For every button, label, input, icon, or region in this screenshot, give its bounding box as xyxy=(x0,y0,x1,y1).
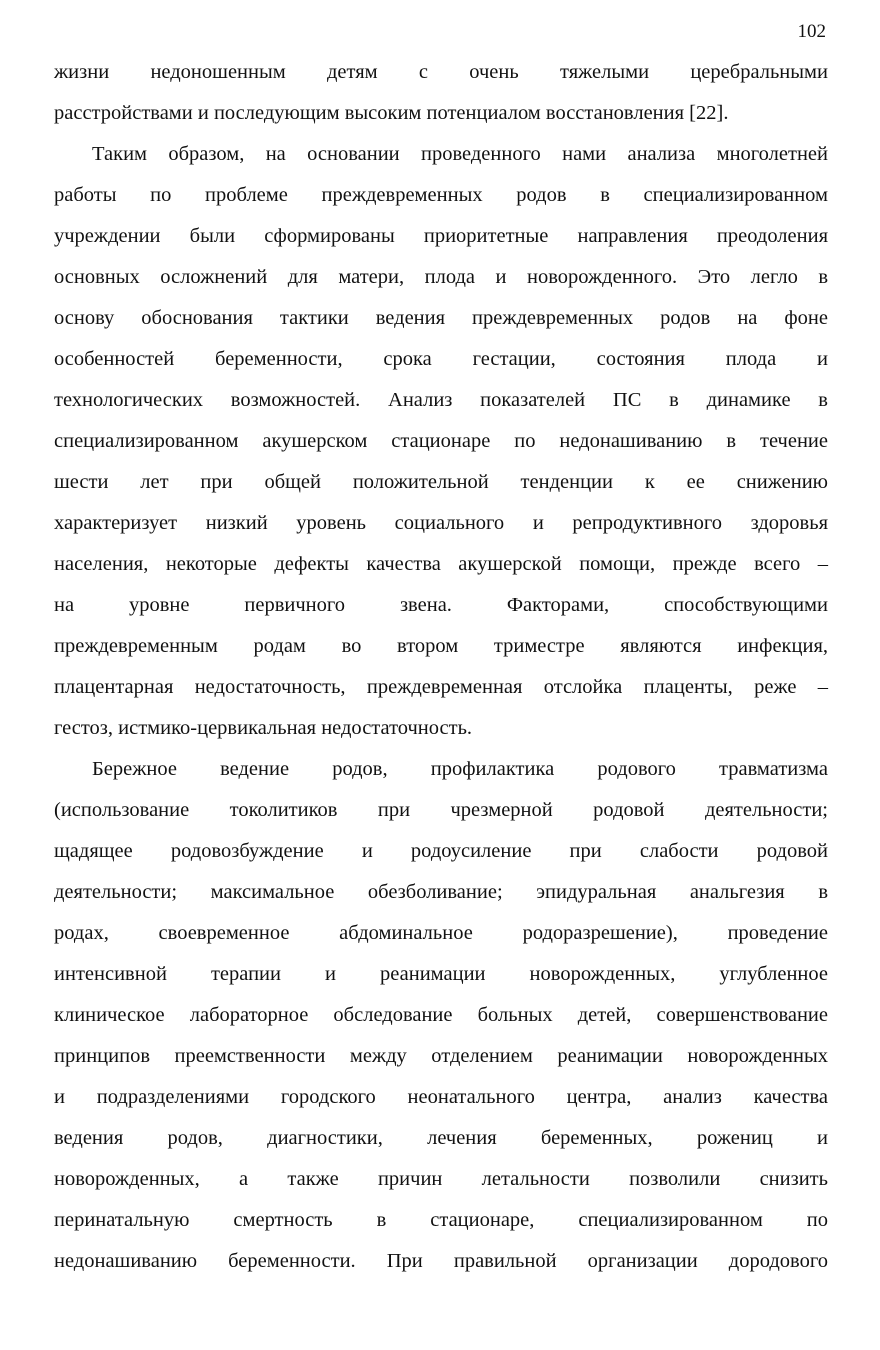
text-line-16: плацентарная недостаточность, преждевременная отслойка плаценты, реже – xyxy=(54,676,828,698)
text-line-20: щадящее родовозбуждение и родоусиление при слабости родовой xyxy=(54,840,828,862)
text-line-24: клиническое лабораторное обследование больных детей, совершенствование xyxy=(54,1004,828,1026)
text-line-27: ведения родов, диагностики, лечения беременных, рожениц и xyxy=(54,1127,828,1149)
text-line-25: принципов преемственности между отделением реанимации новорожденных xyxy=(54,1045,828,1067)
text-line-22: родах, своевременное абдоминальное родоразрешение), проведение xyxy=(54,922,828,944)
text-line-4: работы по проблеме преждевременных родов в специализированном xyxy=(54,184,828,206)
text-line-28: новорожденных, а также причин летальности позволили снизить xyxy=(54,1168,828,1190)
text-line-17: гестоз, истмико-цервикальная недостаточность. xyxy=(54,717,473,739)
text-line-15: преждевременным родам во втором триместре являются инфекция, xyxy=(54,635,828,657)
text-line-19: (использование токолитиков при чрезмерной родовой деятельности; xyxy=(54,799,828,821)
text-line-29: перинатальную смертность в стационаре, специализированном по xyxy=(54,1209,828,1231)
text-line-3: Таким образом, на основании проведенного нами анализа многолетней xyxy=(92,143,828,165)
text-line-9: технологических возможностей. Анализ показателей ПС в динамике в xyxy=(54,389,828,411)
text-line-12: характеризует низкий уровень социального и репродуктивного здоровья xyxy=(54,512,828,534)
text-line-2: расстройствами и последующим высоким потенциалом восстановления [22]. xyxy=(54,102,729,124)
text-line-11: шести лет при общей положительной тенденции к ее снижению xyxy=(54,471,828,493)
text-line-14: на уровне первичного звена. Факторами, способствующими xyxy=(54,594,828,616)
text-line-26: и подразделениями городского неонатального центра, анализ качества xyxy=(54,1086,828,1108)
text-line-8: особенностей беременности, срока гестации, состояния плода и xyxy=(54,348,828,370)
text-line-30: недонашиванию беременности. При правильной организации дородового xyxy=(54,1250,828,1272)
text-line-10: специализированном акушерском стационаре по недонашиванию в течение xyxy=(54,430,828,452)
text-line-23: интенсивной терапии и реанимации новорожденных, углубленное xyxy=(54,963,828,985)
page-number: 102 xyxy=(797,21,826,42)
text-line-6: основных осложнений для матери, плода и новорожденного. Это легло в xyxy=(54,266,828,288)
text-line-18: Бережное ведение родов, профилактика родового травматизма xyxy=(92,758,828,780)
text-line-1: жизни недоношенным детям с очень тяжелыми церебральными xyxy=(54,61,828,83)
text-line-13: населения, некоторые дефекты качества акушерской помощи, прежде всего – xyxy=(54,553,828,575)
text-line-7: основу обоснования тактики ведения преждевременных родов на фоне xyxy=(54,307,828,329)
text-line-21: деятельности; максимальное обезболивание; эпидуральная анальгезия в xyxy=(54,881,828,903)
text-line-5: учреждении были сформированы приоритетные направления преодоления xyxy=(54,225,828,247)
